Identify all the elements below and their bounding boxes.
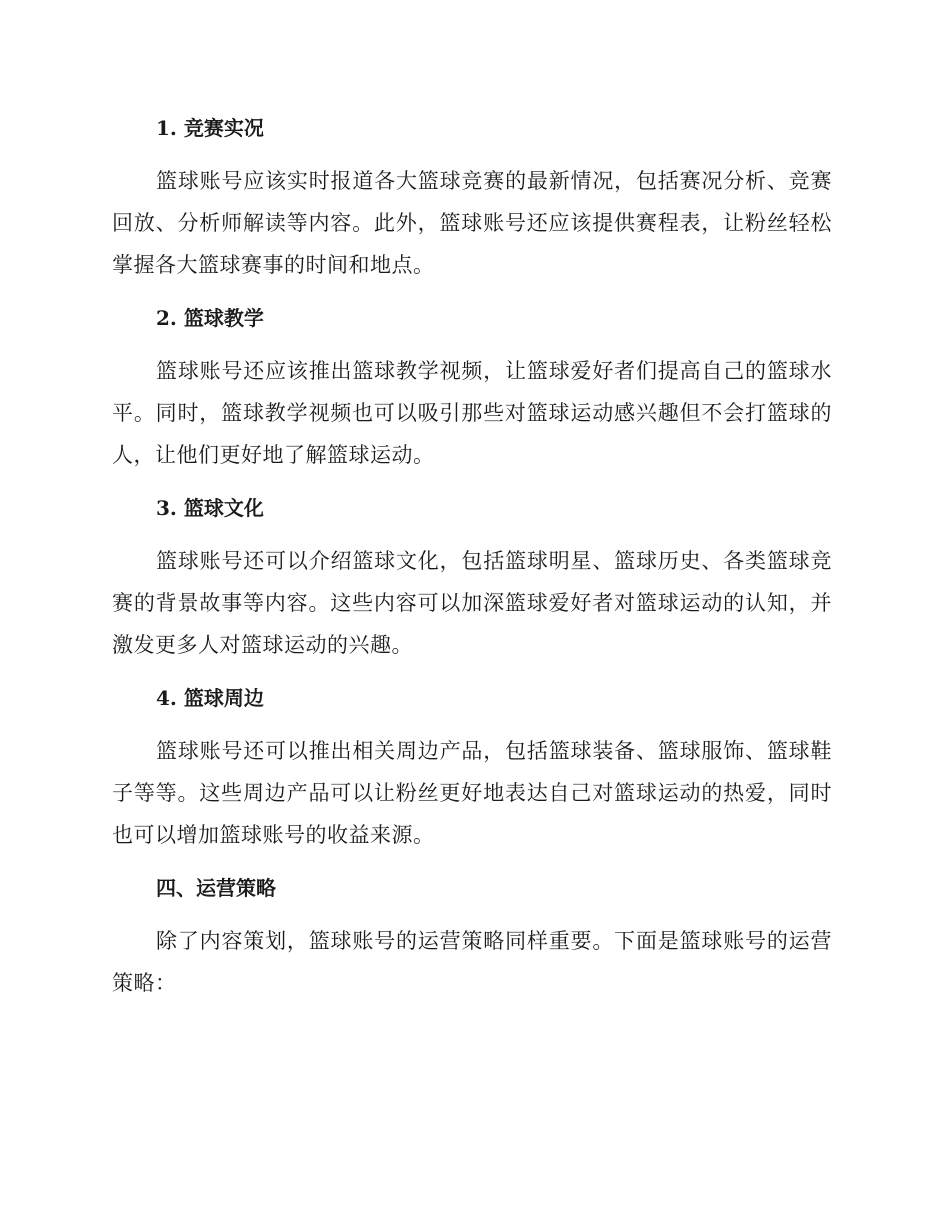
section-body-operations: 除了内容策划，篮球账号的运营策略同样重要。下面是篮球账号的运营策略：: [112, 929, 832, 995]
section-body-1: 篮球账号应该实时报道各大篮球竞赛的最新情况，包括赛况分析、竞赛回放、分析师解读等内容。此外，篮球账号还应该提供赛程表，让粉丝轻松掌握各大篮球赛事的时间和地点。: [112, 169, 832, 277]
section-body-4: 篮球账号还可以推出相关周边产品，包括篮球装备、篮球服饰、篮球鞋子等等。这些周边产品可以让粉丝更好地表达自己对篮球运动的热爱，同时也可以增加篮球账号的收益来源。: [112, 739, 832, 847]
section-body-3: 篮球账号还可以介绍篮球文化，包括篮球明星、篮球历史、各类篮球竞赛的背景故事等内容。这些内容可以加深篮球爱好者对篮球运动的认知，并激发更多人对篮球运动的兴趣。: [112, 549, 832, 657]
document-content: [112, 108, 832, 1004]
section-heading-1: 1. 竞赛实况: [156, 116, 264, 140]
section-body-2: 篮球账号还应该推出篮球教学视频，让篮球爱好者们提高自己的篮球水平。同时，篮球教学视频也可以吸引那些对篮球运动感兴趣但不会打篮球的人，让他们更好地了解篮球运动。: [112, 359, 832, 467]
section-heading-operations: 四、运营策略: [156, 876, 276, 900]
section-heading-4: 4. 篮球周边: [156, 686, 264, 710]
section-heading-2: 2. 篮球教学: [156, 306, 264, 330]
section-heading-3: 3. 篮球文化: [156, 496, 264, 520]
